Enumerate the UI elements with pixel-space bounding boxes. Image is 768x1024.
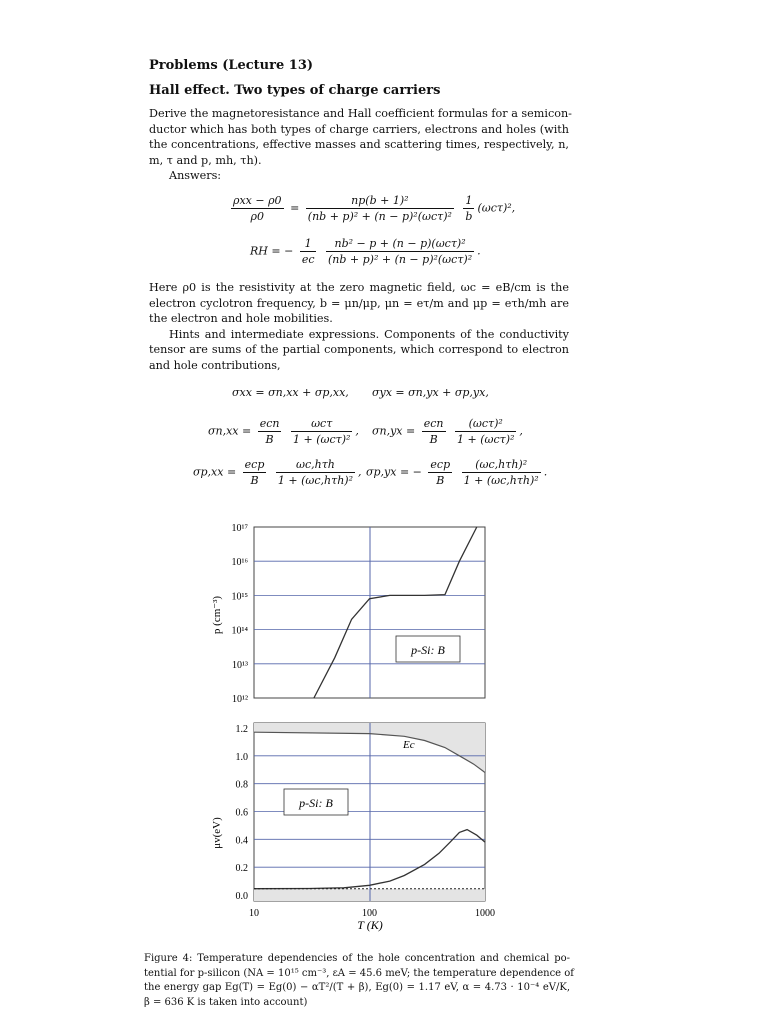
caption-line: tential for p-silicon (NA = 10¹⁵ cm⁻³, εA = 45.6 meV; the temperature dependence of bbox=[144, 967, 574, 979]
sigma-n-xx: σn,xx = $\frac{\text{ecn}}{B}$ $\frac{\text{ωcτ}}{\text{1 + (ωcτ)²}}$ , bbox=[208, 417, 359, 446]
y-tick-label: 0.8 bbox=[235, 779, 248, 791]
y-tick-label: 0.0 bbox=[235, 891, 248, 902]
problem-title: Hall effect. Two types of charge carriers bbox=[149, 83, 441, 98]
hall-coefficient-formula: RH = − $\frac{1}{ec}$ $\frac{\text{nb² − p + (n − p)(ωcτ)²}}{\text{(nb + p)² + (n − p)²(ωcτ)²}}$ . bbox=[250, 237, 481, 266]
text-line: electron cyclotron frequency, b = μn/μp, μn = eτ/m and μp = eτh/mh are bbox=[149, 296, 569, 310]
ec-annotation: Ec bbox=[403, 739, 415, 751]
y-tick-label: 10¹² bbox=[232, 694, 248, 705]
y-tick-label: 1.2 bbox=[235, 724, 248, 735]
text-line: tensor are sums of the partial components, which correspond to electron bbox=[149, 343, 569, 356]
x-tick-label: 10 bbox=[249, 908, 259, 919]
caption-line: the energy gap Eg(T) = Eg(0) − αT²/(T + β), Eg(0) = 1.17 eV, α = 4.73 · 10⁻⁴ eV/K, bbox=[144, 982, 570, 993]
sigma-sum-xx: σxx = σn,xx + σp,xx, bbox=[232, 386, 349, 399]
y-tick-label: 10¹⁶ bbox=[231, 557, 248, 569]
sigma-sum-yx: σyx = σn,yx + σp,yx, bbox=[372, 386, 489, 399]
caption-line: Figure 4: Temperature dependencies of the hole concentration and chemical po- bbox=[144, 953, 570, 964]
x-tick-label: 100 bbox=[362, 908, 377, 919]
text-line: and hole contributions, bbox=[149, 358, 281, 372]
figure-caption bbox=[144, 952, 574, 1010]
y-tick-label: 10¹⁷ bbox=[231, 523, 248, 534]
concentration-chart bbox=[211, 523, 485, 705]
text-line: Hints and intermediate expressions. Components of the conductivity bbox=[169, 327, 569, 341]
text-line: ductor which has both types of charge carriers, electrons and holes (with bbox=[149, 122, 569, 136]
y-axis-label: p (cm⁻³) bbox=[211, 595, 223, 635]
y-tick-label: 0.6 bbox=[235, 807, 248, 819]
y-tick-label: 1.0 bbox=[235, 751, 248, 763]
chemical-potential-chart bbox=[211, 723, 495, 932]
sigma-p-xx: σp,xx = $\frac{\text{ecp}}{B}$ $\frac{\text{ωc,hτh}}{\text{1 + (ωc,hτh)²}}$ , bbox=[193, 458, 362, 487]
y-axis-label: μv(eV) bbox=[211, 817, 223, 849]
y-tick-label: 10¹⁴ bbox=[231, 625, 248, 637]
figure-4 bbox=[190, 515, 510, 940]
x-axis-label: T (K) bbox=[357, 918, 383, 932]
y-tick-label: 10¹⁵ bbox=[231, 591, 248, 603]
answers-label: Answers: bbox=[169, 169, 222, 182]
text-line: Derive the magnetoresistance and Hall coefficient formulas for a semicon- bbox=[149, 107, 572, 120]
caption-line: β = 636 K is taken into account) bbox=[144, 996, 308, 1008]
y-tick-label: 0.2 bbox=[235, 863, 248, 875]
text-line: m, τ and p, mh, τh). bbox=[149, 153, 262, 167]
y-tick-label: 0.4 bbox=[235, 835, 248, 847]
x-tick-label: 1000 bbox=[475, 908, 495, 919]
page-heading: Problems (Lecture 13) bbox=[149, 58, 314, 73]
legend-label: p-Si: B bbox=[411, 643, 445, 657]
y-tick-label: 10¹³ bbox=[232, 659, 248, 671]
text-line: the electron and hole mobilities. bbox=[149, 312, 333, 325]
legend-label: p-Si: B bbox=[299, 796, 333, 810]
sigma-n-yx: σn,yx = $\frac{\text{ecn}}{B}$ $\frac{\text{(ωcτ)²}}{\text{1 + (ωcτ)²}}$ , bbox=[372, 417, 523, 446]
definitions-paragraph bbox=[149, 280, 569, 373]
intro-paragraph bbox=[149, 106, 572, 184]
text-line: the concentrations, effective masses and scattering times, respectively, n, bbox=[149, 138, 569, 151]
magnetoresistance-formula: $\frac{\text{ρxx − ρ0}}{\rho 0}$ = $\frac{\text{np(b + 1)²}}{\text{(nb + p)² + (n − p)²(ωcτ)²}}$ $\frac{1}{b}$ (ωcτ)², bbox=[233, 194, 516, 223]
text-line: Here ρ0 is the resistivity at the zero magnetic field, ωc = eB/cm is the bbox=[149, 281, 569, 294]
sigma-p-yx: σp,yx = − $\frac{\text{ecp}}{B}$ $\frac{\text{(ωc,hτh)²}}{\text{1 + (ωc,hτh)²}}$ . bbox=[366, 458, 548, 487]
